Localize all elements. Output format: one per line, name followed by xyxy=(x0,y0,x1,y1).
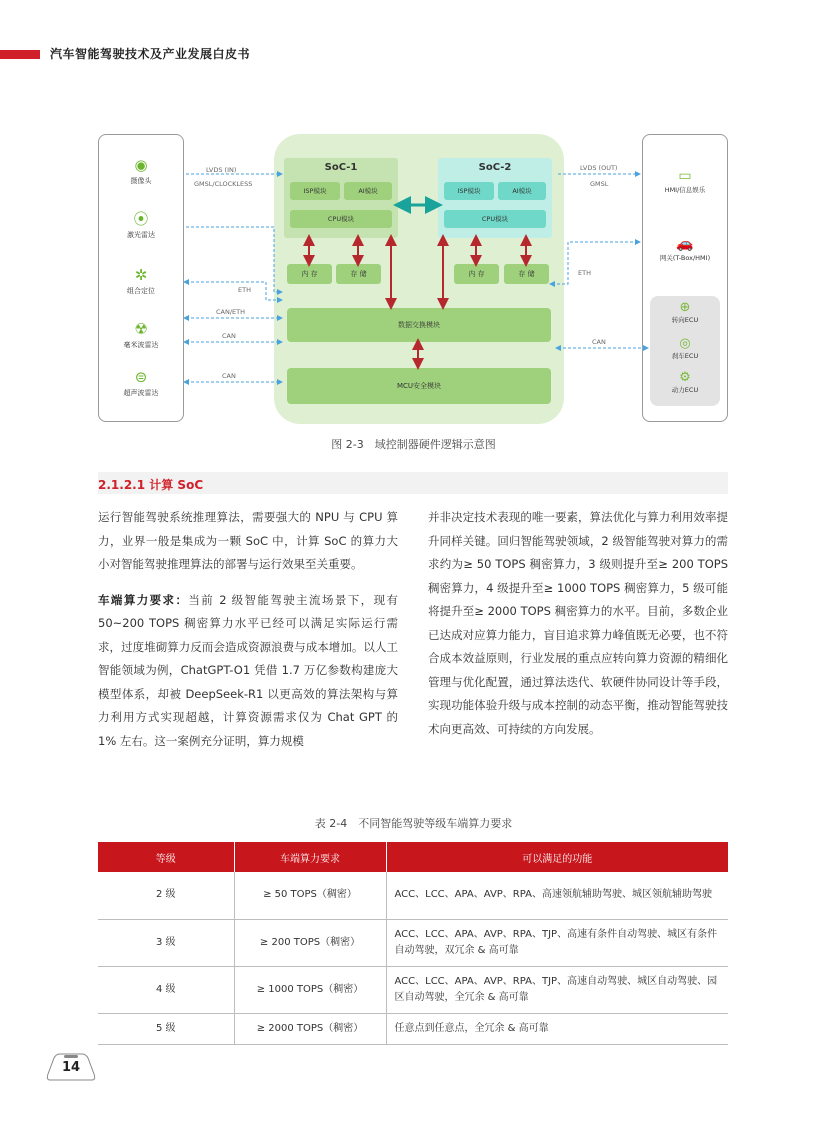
radar-icon: ☢ xyxy=(134,320,148,338)
right-paragraph-1: 并非决定技术表现的唯一要素，算法优化与算力利用效率提升同样关键。回归智能驾驶领域，2 级智能驾驶对算力的需求约为≥ 50 TOPS 稠密算力，3 级则提升至≥ 200 TOPS 稠密算力，4 级提升至≥ 1000 TOPS 稠密算力，5 级可能将提升至≥ 2000 TOPS 稠密算力的水平。目前，多数企业已达成对应算力能力，盲目追求算力峰值既无必要，也不符合成本效益原则，行业发展的重点应转向算力资源的精细化管理与优化配置，通过算法迭代、软硬件协同设计等手段，实现功能体验升级与成本控制的动态平衡，推动智能驾驶技术向更高效、可持续的方向发展。 xyxy=(428,510,728,736)
sensor-camera: ◉ 摄像头 xyxy=(98,156,184,186)
soc-2-cpu-module: CPU模块 xyxy=(444,210,546,228)
compute-requirement-table xyxy=(98,842,728,1045)
soc-2-memory: 内 存 xyxy=(454,264,499,284)
link-label-gmsl-clockless: GMSL/CLOCKLESS xyxy=(194,180,253,188)
link-label-lvds-out: LVDS (OUT) xyxy=(580,164,618,172)
table-row xyxy=(98,872,728,919)
link-label-can-eth: CAN/ETH xyxy=(216,308,246,316)
table-cell: ACC、LCC、APA、AVP、RPA、高速领航辅助驾驶、城区领航辅助驾驶 xyxy=(386,872,728,919)
link-label-gmsl: GMSL xyxy=(590,180,609,188)
sensor-ultrasonic-radar: ⊜ 超声波雷达 xyxy=(98,368,184,398)
header-accent-bar xyxy=(0,50,40,59)
left-paragraph-2-text: 当前 2 级智能驾驶主流场景下，现有 50~200 TOPS 稠密算力水平已经可以满足实际运行需求，过度堆砌算力反而会造成资源浪费与成本增加。以人工智能领域为例，ChatGPT-O1 凭借 1.7 万亿参数构建庞大模型体系，却被 DeepSeek-R1 以更高效的算法架构与算力利用方式实现超越，计算资源需求仅为 Chat GPT 的 1% 左右。这一案例充分证明，算力规模 xyxy=(98,592,398,748)
data-switch-module: 数据交换模块 xyxy=(287,308,551,342)
table-cell: 5 级 xyxy=(98,1013,234,1044)
table-cell: 任意点到任意点，全冗余 & 高可靠 xyxy=(386,1013,728,1044)
diagram-connectors xyxy=(98,132,730,424)
table-cell: 4 级 xyxy=(98,966,234,1013)
car-icon: 🚗 xyxy=(676,236,694,252)
link-label-can-2: CAN xyxy=(222,372,236,380)
soc-1-cpu-module: CPU模块 xyxy=(290,210,392,228)
table-header-functions: 可以满足的功能 xyxy=(386,842,728,872)
sensor-lidar: ⦿ 激光雷达 xyxy=(98,210,184,240)
compute-requirement-label: 车端算力要求： xyxy=(98,592,189,607)
left-column xyxy=(98,506,398,765)
table-cell: ≥ 1000 TOPS（稠密） xyxy=(234,966,386,1013)
table-header-row xyxy=(98,842,728,872)
table-header-compute: 车端算力要求 xyxy=(234,842,386,872)
table-caption: 表 2-4 不同智能驾驶等级车端算力要求 xyxy=(314,817,513,830)
brake-icon: ◎ xyxy=(679,336,691,351)
header-title: 汽车智能驾驶技术及产业发展白皮书 xyxy=(50,47,251,61)
output-hmi: ▭ HMI/信息娱乐 xyxy=(642,168,728,194)
soc-1-storage: 存 储 xyxy=(336,264,381,284)
left-paragraph-1: 运行智能驾驶系统推理算法，需要强大的 NPU 与 CPU 算力，业界一般是集成为一颗 SoC 中，计算 SoC 的算力大小对智能驾驶推理算法的部署与运行效果至关重要。 xyxy=(98,510,398,571)
ecu-powertrain: ⚙ 动力ECU xyxy=(650,370,720,394)
left-paragraph-2 xyxy=(98,589,398,754)
table-header-level: 等级 xyxy=(98,842,234,872)
domain-controller-diagram xyxy=(98,132,730,424)
link-label-can-1: CAN xyxy=(222,332,236,340)
table-cell: ≥ 50 TOPS（稠密） xyxy=(234,872,386,919)
link-label-lvds-in: LVDS (IN) xyxy=(206,166,237,174)
figure-caption: 图 2-3 域控制器硬件逻辑示意图 xyxy=(331,438,496,451)
soc-1-memory: 内 存 xyxy=(287,264,332,284)
ultrasonic-icon: ⊜ xyxy=(134,368,148,386)
soc-2-isp-module: ISP模块 xyxy=(444,182,494,200)
section-title: 2.1.2.1 计算 SoC xyxy=(98,478,204,492)
steering-icon: ⊕ xyxy=(679,300,691,315)
table-cell: ACC、LCC、APA、AVP、RPA、TJP、高速自动驾驶、城区自动驾驶、园区自动驾驶，全冗余 & 高可靠 xyxy=(386,966,728,1013)
link-label-can-right: CAN xyxy=(592,338,606,346)
table-row xyxy=(98,1013,728,1044)
right-column xyxy=(428,506,728,753)
table-row xyxy=(98,919,728,966)
mcu-safety-module: MCU安全模块 xyxy=(287,368,551,404)
lidar-icon: ⦿ xyxy=(133,210,149,228)
soc-2-storage: 存 储 xyxy=(504,264,549,284)
sensor-mmwave-radar: ☢ 毫米波雷达 xyxy=(98,320,184,350)
soc-1-title: SoC-1 xyxy=(324,162,358,173)
camera-icon: ◉ xyxy=(134,156,148,174)
soc-1-ai-module: AI模块 xyxy=(344,182,392,200)
table-cell: ≥ 2000 TOPS（稠密） xyxy=(234,1013,386,1044)
ecu-brake: ◎ 刹车ECU xyxy=(650,336,720,360)
table-cell: 3 级 xyxy=(98,919,234,966)
soc-1-isp-module: ISP模块 xyxy=(290,182,340,200)
table-row xyxy=(98,966,728,1013)
ecu-steering: ⊕ 转向ECU xyxy=(650,300,720,324)
output-gateway: 🚗 网关(T-Box/HMI) xyxy=(642,236,728,262)
soc-2-ai-module: AI模块 xyxy=(498,182,546,200)
link-label-eth-left: ETH xyxy=(238,286,251,294)
link-label-eth-right: ETH xyxy=(578,269,591,277)
page-number: 14 xyxy=(61,1060,81,1075)
table-cell: ACC、LCC、APA、AVP、RPA、TJP、高速有条件自动驾驶、城区有条件自动驾驶，双冗余 & 高可靠 xyxy=(386,919,728,966)
engine-icon: ⚙ xyxy=(679,370,691,385)
soc-2-title: SoC-2 xyxy=(478,162,512,173)
gnss-icon: ✲ xyxy=(134,266,148,284)
table-cell: ≥ 200 TOPS（稠密） xyxy=(234,919,386,966)
sensor-gnss: ✲ 组合定位 xyxy=(98,266,184,296)
table-cell: 2 级 xyxy=(98,872,234,919)
screen-icon: ▭ xyxy=(678,168,692,184)
